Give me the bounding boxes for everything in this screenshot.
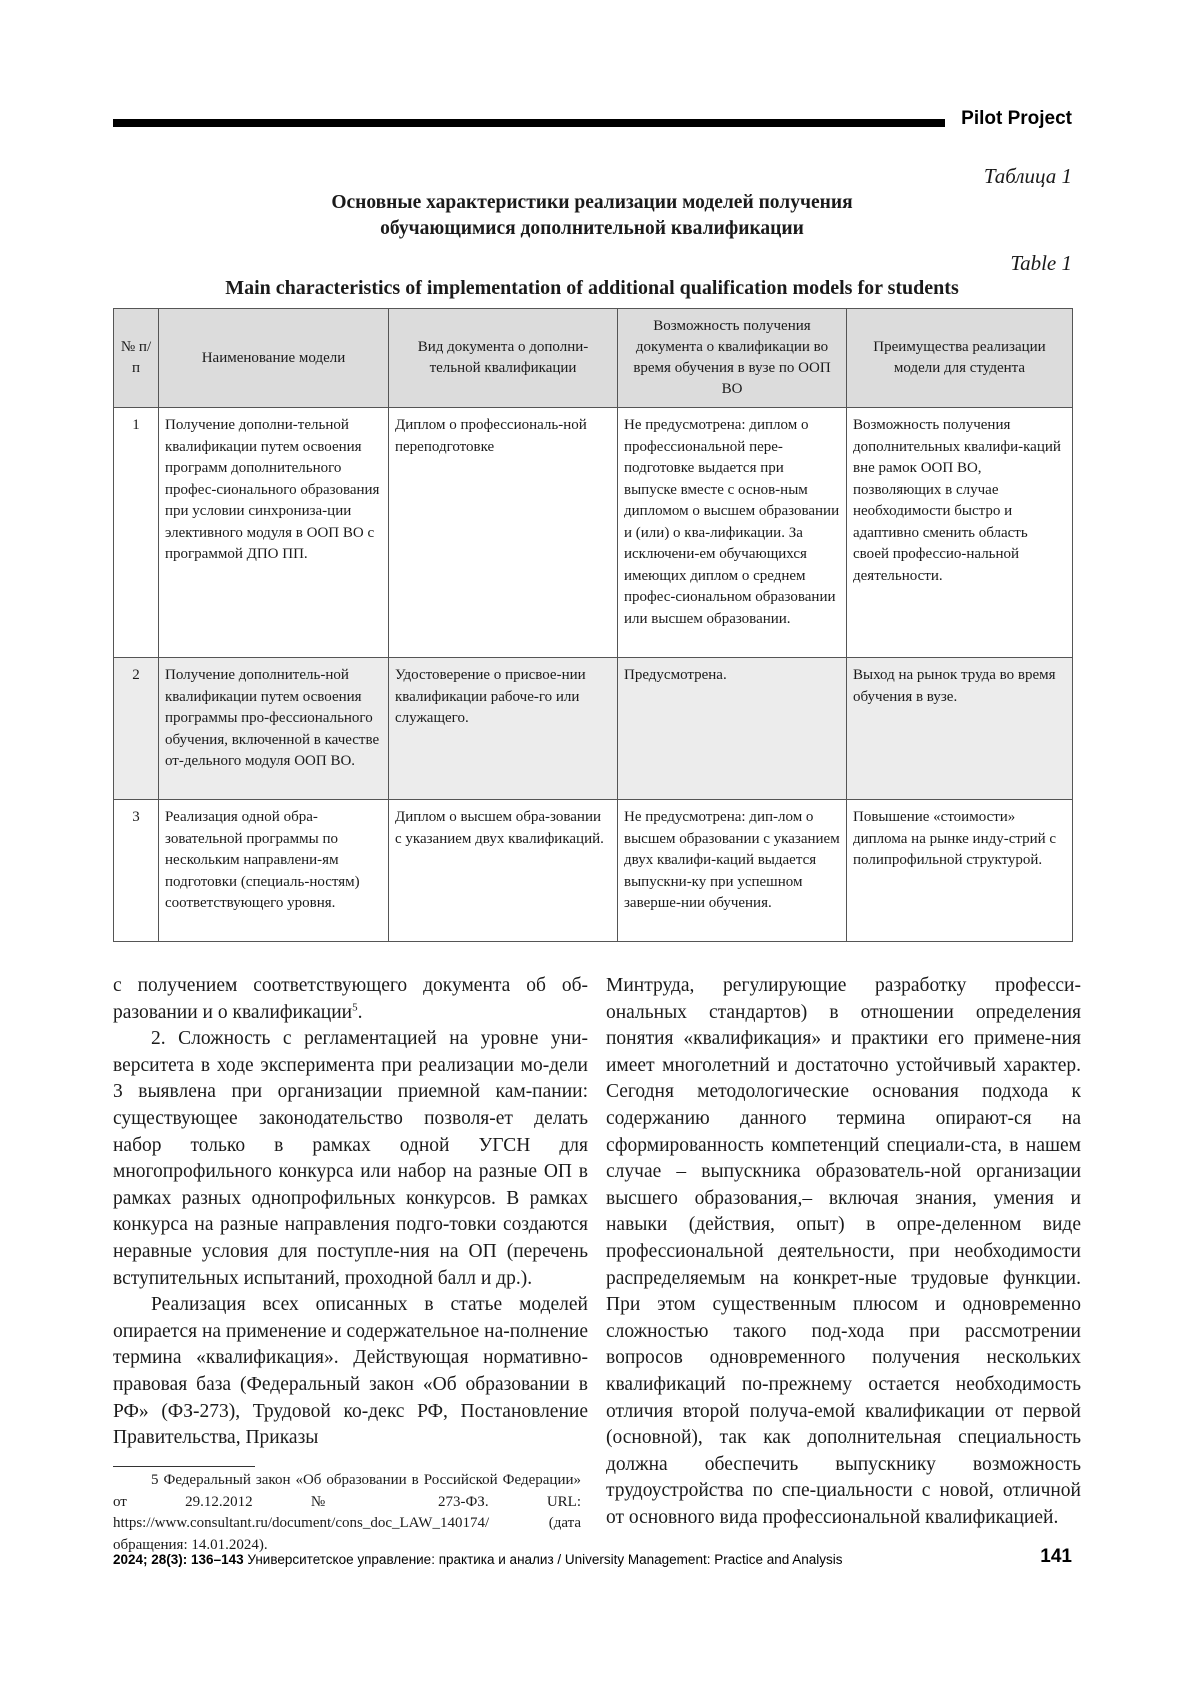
footer-journal: Университетское управление: практика и анализ / University Management: Practice and Analysis [247, 1552, 843, 1567]
paragraph-text: с получением соответствующего документа об об-разовании и о квалификации [113, 975, 588, 1023]
header-rule [113, 119, 945, 127]
row-document: Диплом о высшем обра-зовании с указанием двух квалификаций. [389, 800, 618, 942]
row-advantages: Повышение «стоимости» диплома на рынке инду-стрий с полипрофильной структурой. [847, 800, 1073, 942]
footnote-rule [113, 1466, 255, 1467]
caption-ru-line-2: обучающимися дополнительной квалификации [380, 218, 804, 239]
footer-citation: 2024; 28(3): 136–143 [113, 1552, 244, 1567]
row-possibility: Не предусмотрена: дип-лом о высшем образовании с указанием двух квалифи-каций выдается выпускни-ку при успешном заверше-нии обучения. [618, 800, 847, 942]
caption-ru-line-1: Основные характеристики реализации моделей получения [331, 192, 853, 213]
body-column-left [113, 973, 588, 1452]
row-possibility: Предусмотрена. [618, 658, 847, 800]
page-number: 141 [1040, 1546, 1072, 1567]
paragraph [113, 973, 588, 1026]
paragraph: 2. Сложность с регламентацией на уровне уни-верситета в ходе эксперимента при реализации мо-дели 3 выявлена при организации приемной кам-пании: существующее законодательство позволя-ет делать набор только в рамках одной УГСН для многопрофильного конкурса или набор на разные ОП в рамках разных однопрофильных конкурсов. В рамках конкурса на разные направления подго-товки создаются неравные условия для поступле-ния на ОП (перечень вступительных испытаний, проходной балл и др.). [113, 1028, 588, 1289]
paragraph-end: . [357, 1001, 363, 1023]
row-document: Диплом о профессиональ-ной переподготовке [389, 408, 618, 658]
table-row [114, 658, 1073, 800]
row-document: Удостоверение о присвое-нии квалификации рабоче-го или служащего. [389, 658, 618, 800]
row-advantages: Выход на рынок труда во время обучения в вузе. [847, 658, 1073, 800]
table-caption-en: Main characteristics of implementation of additional qualification models for students [225, 277, 959, 299]
header-model: Наименование модели [159, 309, 389, 408]
header-advantages: Преимущества реализации модели для студента [847, 309, 1073, 408]
header-possibility: Возможность получения документа о квалификации во время обучения в вузе по ООП ВО [618, 309, 847, 408]
footnote [113, 1470, 581, 1556]
footnote-ref: 5 [352, 1001, 358, 1014]
table-caption-ru [113, 190, 1071, 242]
row-num: 1 [114, 408, 159, 658]
table-row [114, 800, 1073, 942]
header-document: Вид документа о дополни-тельной квалификации [389, 309, 618, 408]
table-row [114, 408, 1073, 658]
table-label-ru: Таблица 1 [983, 164, 1072, 188]
row-model: Получение дополни-тельной квалификации путем освоения программ дополнительного профес-сионального образования при условии синхрониза-ции элективного модуля в ООП ВО с программой ДПО ПП. [159, 408, 389, 658]
body-column-right [606, 973, 1081, 1531]
page-footer [113, 1552, 843, 1567]
footnote-text: 5 Федеральный закон «Об образовании в Российской Федерации» от 29.12.2012 № 273-ФЗ. URL: https://www.consultant.ru/document/cons_doc_LAW_140174/ (дата обращения: 14.01.2024). [113, 1472, 581, 1553]
qualification-models-table [113, 308, 1073, 942]
row-num: 2 [114, 658, 159, 800]
row-model: Реализация одной обра-зовательной программы по нескольким направлени-ям подготовки (специаль-ностям) соответствующего уровня. [159, 800, 389, 942]
section-label: Pilot Project [961, 108, 1072, 129]
row-model: Получение дополнитель-ной квалификации путем освоения программы про-фессионального обучения, включенной в качестве от-дельного модуля ООП ВО. [159, 658, 389, 800]
paragraph: Реализация всех описанных в статье моделей опирается на применение и содержательное на-полнение термина «квалификация». Действующая нормативно-правовая база (Федеральный закон «Об образовании в РФ» (ФЗ-273), Трудовой ко-декс РФ, Постановление Правительства, Приказы [113, 1294, 588, 1449]
table-label-en: Table 1 [1010, 251, 1072, 275]
paragraph: Минтруда, регулирующие разработку професси-ональных стандартов) в отношении определения понятия «квалификация» и практики его примене-ния имеет многолетний и достаточно устойчивый характер. Сегодня методологические основания подхода к содержанию данного термина опирают-ся на сформированность компетенций специали-ста, в нашем случае – выпускника образователь-ной организации высшего образования,– включая знания, умения и навыки (действия, опыт) в опре-деленном виде профессиональной деятельности, при необходимости распределяемым на конкрет-ные трудовые функции. При этом существенным плюсом и одновременно сложностью такого под-хода при рассмотрении вопросов одновременного получения нескольких квалификаций по-прежнему остается необходимость отличия второй получа-емой квалификации от первой (основной), так как дополнительная специальность должна обеспечить выпускнику возможность трудоустройства по спе-циальности с новой, отличной от основного вида профессиональной квалификацией. [606, 975, 1081, 1528]
table-header-row [114, 309, 1073, 408]
header-num: № п/п [114, 309, 159, 408]
row-advantages: Возможность получения дополнительных квалифи-каций вне рамок ООП ВО, позволяющих в случае необходимости быстро и адаптивно сменить область своей профессио-нальной деятельности. [847, 408, 1073, 658]
row-possibility: Не предусмотрена: диплом о профессиональной пере-подготовке выдается при выпуске вместе с основ-ным дипломом о высшем образовании и (или) о ква-лификации. За исключени-ем обучающихся имеющих диплом о среднем профес-сиональном образовании или высшем образовании. [618, 408, 847, 658]
row-num: 3 [114, 800, 159, 942]
